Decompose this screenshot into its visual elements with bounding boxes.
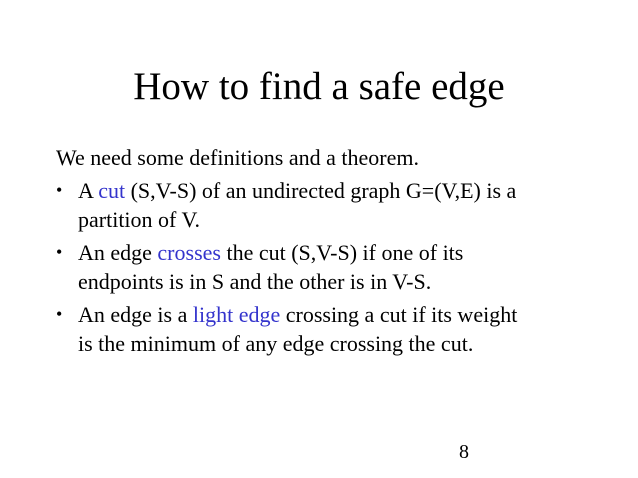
- bullet-line: [78, 300, 616, 329]
- bullet-line: [78, 238, 616, 267]
- keyword-crosses: crosses: [157, 240, 221, 265]
- slide-title: How to find a safe edge: [133, 65, 505, 108]
- intro-text: We need some definitions and a theorem.: [56, 145, 419, 170]
- bullet-dot-icon: •: [56, 242, 63, 262]
- bullet-line: endpoints is in S and the other is in V-S.: [78, 269, 432, 294]
- bullet-list: [56, 176, 616, 362]
- bullet-text: the cut (S,V-S) if one of its: [220, 240, 464, 265]
- bullet-text: crossing a cut if its weight: [280, 302, 518, 327]
- bullet-line: is the minimum of any edge crossing the cut.: [78, 331, 474, 356]
- bullet-text: A: [78, 178, 99, 203]
- bullet-dot-icon: •: [56, 304, 63, 324]
- bullet-line: [78, 176, 616, 205]
- bullet-text: An edge: [78, 240, 158, 265]
- bullet-crosses: [56, 238, 616, 296]
- bullet-text: (S,V-S) of an undirected graph G=(V,E) is a: [125, 178, 517, 203]
- keyword-light-edge: light edge: [192, 302, 281, 327]
- bullet-text: An edge is a: [78, 302, 193, 327]
- page-number: 8: [459, 441, 469, 463]
- bullet-dot-icon: •: [56, 180, 63, 200]
- bullet-light-edge: [56, 300, 616, 358]
- bullet-cut: [56, 176, 616, 234]
- bullet-line: partition of V.: [78, 207, 201, 232]
- keyword-cut: cut: [98, 178, 126, 203]
